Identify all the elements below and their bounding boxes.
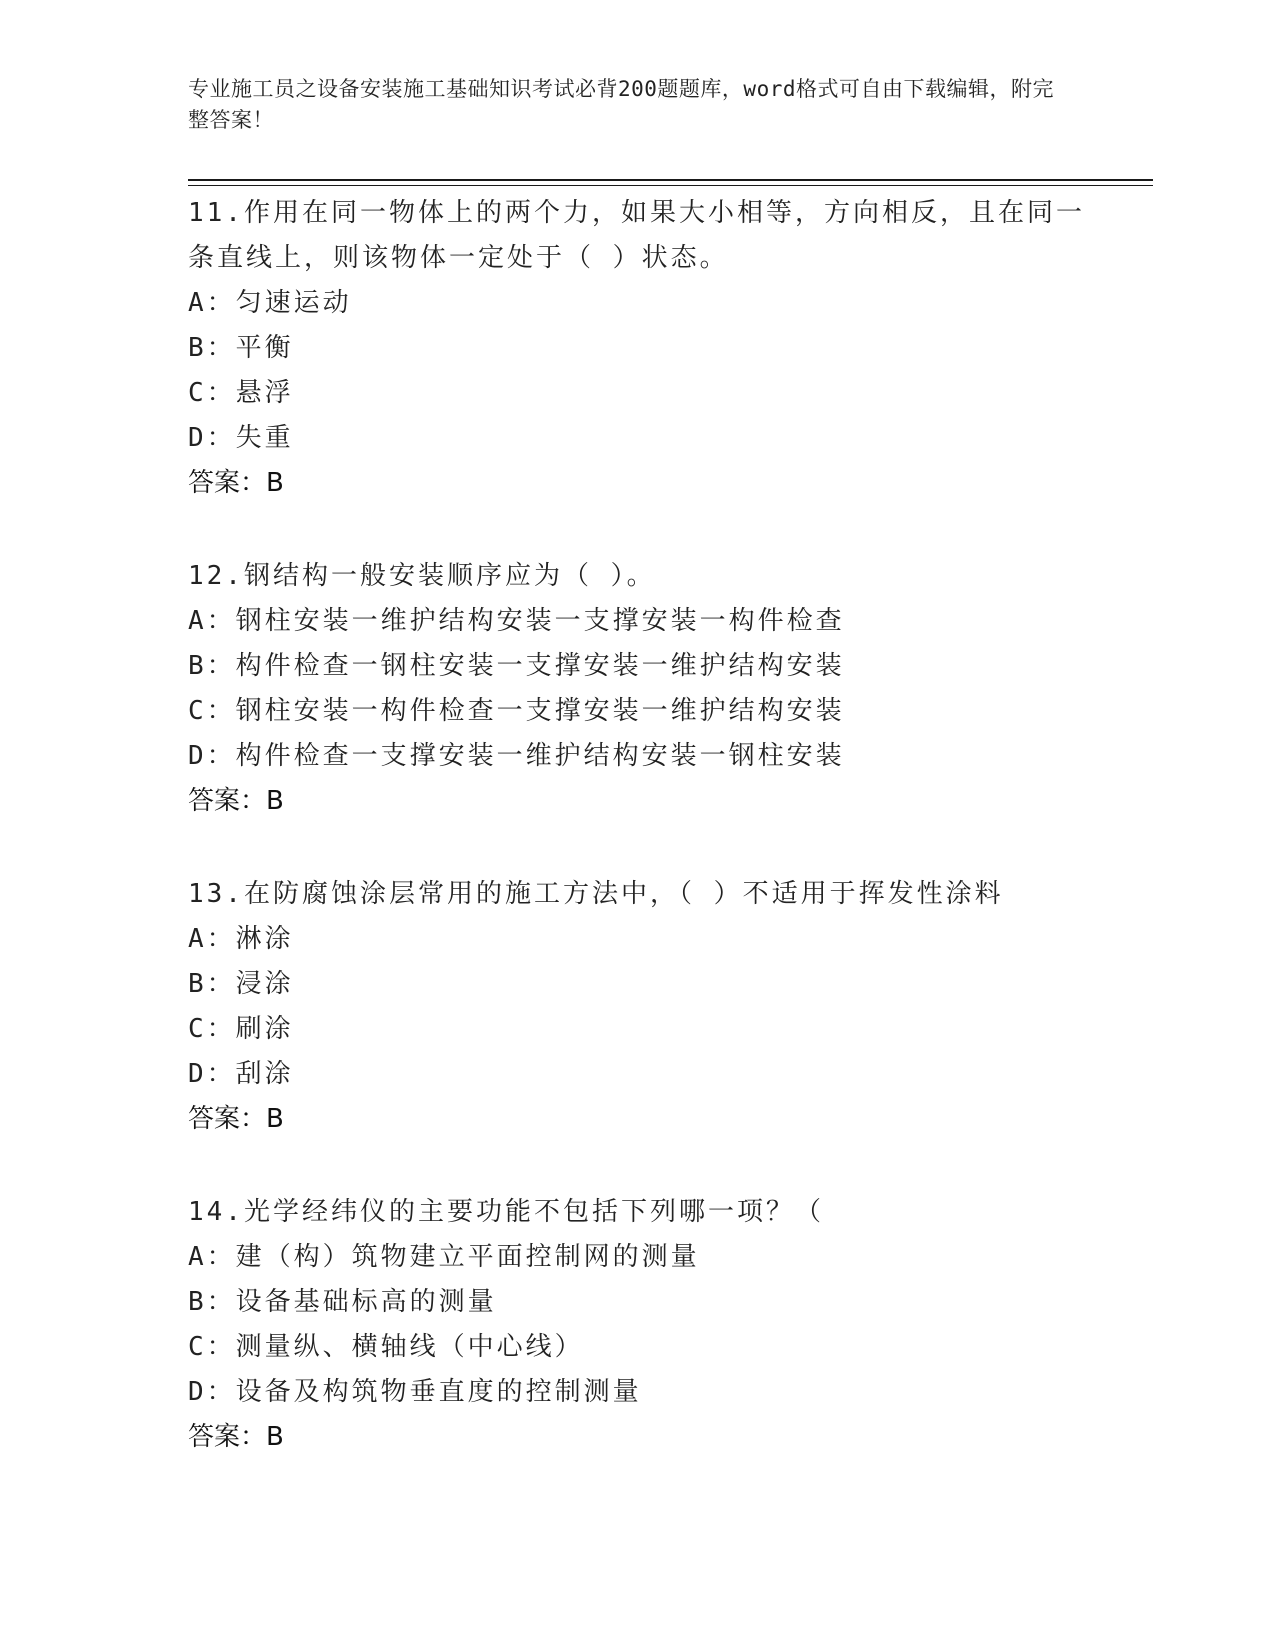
option-b: B：浸涂 (188, 969, 294, 999)
option-d: D：刮涂 (188, 1059, 294, 1089)
answer-line: 答案：B (188, 1422, 284, 1452)
answer-line: 答案：B (188, 468, 284, 498)
question-item-13 (188, 872, 1088, 1142)
question-list (188, 191, 1088, 1508)
option-b: B：平衡 (188, 333, 294, 363)
option-b: B：设备基础标高的测量 (188, 1287, 497, 1317)
answer-line: 答案：B (188, 786, 284, 816)
option-a: A：淋涂 (188, 924, 294, 954)
document-header: 专业施工员之设备安装施工基础知识考试必背200题题库，word格式可自由下载编辑，附完整答案！ (188, 77, 1054, 132)
option-a: A：建（构）筑物建立平面控制网的测量 (188, 1242, 700, 1272)
question-item-14 (188, 1190, 1088, 1460)
option-c: C：悬浮 (188, 378, 294, 408)
header-divider-thick (188, 179, 1153, 181)
option-d: D：设备及构筑物垂直度的控制测量 (188, 1377, 642, 1407)
option-d: D：失重 (188, 423, 294, 453)
option-b: B：构件检查一钢柱安装一支撑安装一维护结构安装 (188, 651, 845, 681)
answer-line: 答案：B (188, 1104, 284, 1134)
question-item-11 (188, 191, 1088, 506)
question-stem: 12.钢结构一般安装顺序应为（ ）。 (188, 561, 656, 591)
option-a: A：钢柱安装一维护结构安装一支撑安装一构件检查 (188, 606, 845, 636)
option-c: C：测量纵、横轴线（中心线） (188, 1332, 584, 1362)
option-c: C：钢柱安装一构件检查一支撑安装一维护结构安装 (188, 696, 845, 726)
question-stem: 14.光学经纬仪的主要功能不包括下列哪一项？（ (188, 1197, 824, 1227)
question-item-12 (188, 554, 1088, 824)
option-d: D：构件检查一支撑安装一维护结构安装一钢柱安装 (188, 741, 845, 771)
header-divider-thin (188, 185, 1153, 186)
option-a: A：匀速运动 (188, 288, 352, 318)
question-stem: 11.作用在同一物体上的两个力，如果大小相等，方向相反，且在同一条直线上，则该物体一定处于（ ）状态。 (188, 198, 1085, 273)
option-c: C：刷涂 (188, 1014, 294, 1044)
question-stem: 13.在防腐蚀涂层常用的施工方法中，（ ）不适用于挥发性涂料 (188, 879, 1004, 909)
